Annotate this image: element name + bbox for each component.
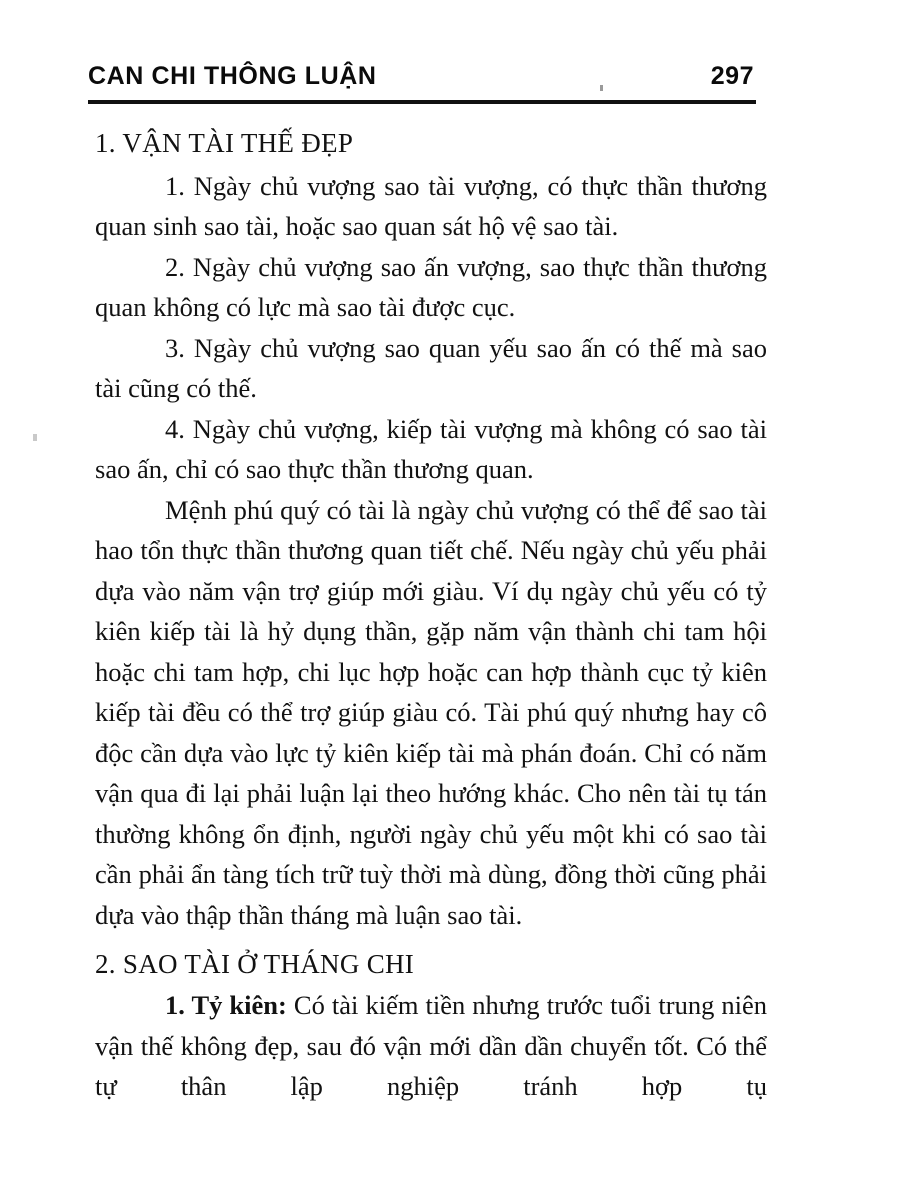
section-heading-1: 1. VẬN TÀI THẾ ĐẸP [95, 128, 354, 158]
paragraph-item-3: 3. Ngày chủ vượng sao quan yếu sao ấn có thế mà sao tài cũng có thế. [95, 332, 767, 404]
paragraph-item-ty-kien [95, 985, 767, 1147]
paragraph-body-main: Mệnh phú quý có tài là ngày chủ vượng có thể để sao tài hao tổn thực thần thương quan tiết chế. Nếu ngày chủ yếu phải dựa vào năm vận trợ giúp mới giàu. Ví dụ ngày chủ yếu có tỷ kiên kiếp tài là hỷ dụng thần, gặp năm vận thành chi tam hội hoặc chi tam hợp, chi lục hợp hoặc can hợp thành cục tỷ kiên kiếp tài đều có thể trợ giúp giàu có. Tài phú quý nhưng hay cô độc cần dựa vào lực tỷ kiên kiếp tài mà phán đoán. Chỉ có năm vận qua đi lại phải luận lại theo hướng khác. Cho nên tài tụ tán thường không ổn định, người ngày chủ yếu một khi có sao tài cần phải ẩn tàng tích trữ tuỳ thời mà dùng, đồng thời cũng phải dựa vào thập thần tháng mà luận sao tài. [95, 494, 767, 930]
page-header [88, 62, 756, 110]
paragraph-item-4: 4. Ngày chủ vượng, kiếp tài vượng mà không có sao tài sao ấn, chỉ có sao thực thần thương quan. [95, 413, 767, 485]
body-text-column [95, 128, 767, 1147]
paragraph-item-2: 2. Ngày chủ vượng sao ấn vượng, sao thực thần thương quan không có lực mà sao tài được cục. [95, 251, 767, 323]
scan-speck-margin [33, 434, 37, 441]
scan-speck-header [600, 85, 603, 91]
header-row [88, 62, 756, 96]
paragraph-item-ty-kien-text: Có tài kiếm tiền nhưng trước tuổi trung niên vận thế không đẹp, sau đó vận mới dần dần chuyển tốt. Có thể tự thân lập nghiệp tránh hợp tụ [95, 990, 767, 1102]
header-rule [88, 100, 756, 104]
paragraph-item-ty-kien-label: 1. Tỷ kiên: [165, 990, 287, 1021]
section-heading-2: 2. SAO TÀI Ở THÁNG CHI [95, 949, 415, 980]
page-number: 297 [710, 62, 754, 90]
paragraph-item-1: 1. Ngày chủ vượng sao tài vượng, có thực thần thương quan sinh sao tài, hoặc sao quan sát hộ vệ sao tài. [95, 170, 767, 242]
running-head-title: CAN CHI THÔNG LUẬN [88, 62, 377, 90]
